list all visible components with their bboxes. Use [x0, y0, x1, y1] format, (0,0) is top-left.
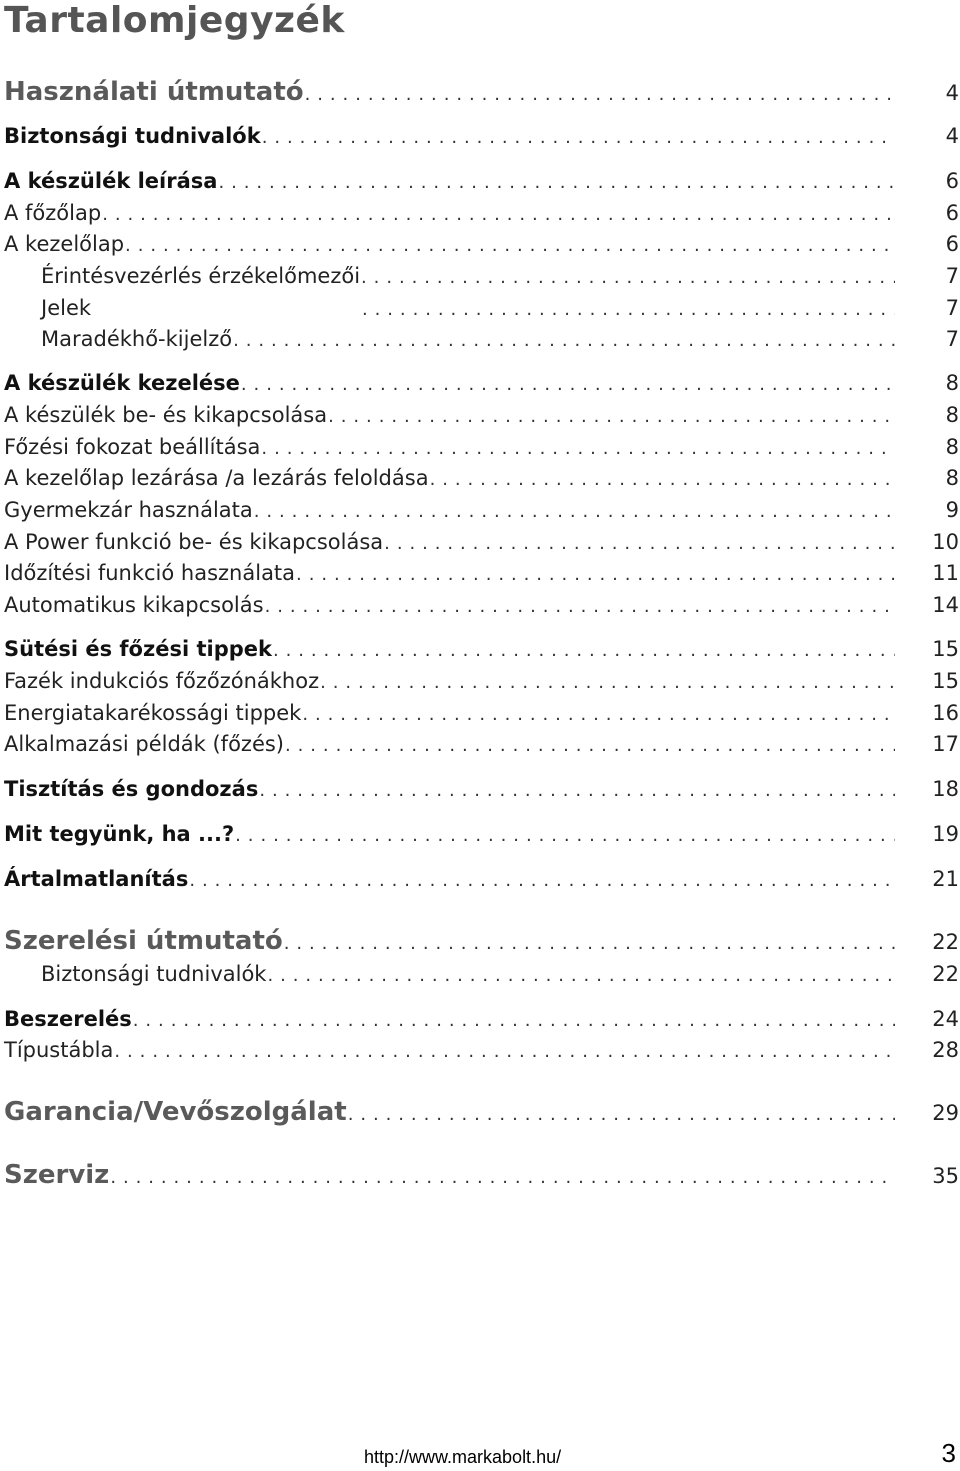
toc-dot-leader — [302, 704, 895, 725]
toc-entry[interactable] — [4, 822, 959, 846]
toc-entry-page: 21 — [932, 867, 959, 891]
toc-entry-label: Szerelési útmutató — [4, 926, 283, 956]
toc-entry[interactable] — [4, 962, 959, 986]
toc-entry-page: 24 — [932, 1007, 959, 1031]
toc-dot-leader — [265, 596, 895, 617]
toc-entry-label: Főzési fokozat beállítása — [4, 435, 261, 459]
toc-entry-page: 16 — [932, 701, 959, 725]
toc-entry-label: Tisztítás és gondozás — [4, 777, 259, 801]
toc-dot-leader — [102, 204, 895, 225]
toc-dot-leader — [273, 640, 895, 661]
toc-entry[interactable] — [4, 732, 959, 756]
toc-entry-label: Mit tegyünk, ha ...? — [4, 822, 235, 846]
toc-entry-page: 6 — [945, 201, 959, 225]
toc-entry-page: 8 — [945, 403, 959, 427]
toc-entry[interactable] — [4, 1007, 959, 1031]
toc-entry-page: 8 — [945, 466, 959, 490]
toc-entry-label: A kezelőlap lezárása /a lezárás feloldása — [4, 466, 429, 490]
toc-entry-page: 14 — [932, 593, 959, 617]
toc-entry-page: 15 — [932, 637, 959, 661]
toc-entry-page: 35 — [932, 1164, 959, 1188]
toc-entry-label: A Power funkció be- és kikapcsolása — [4, 530, 384, 554]
toc-entry[interactable] — [4, 637, 959, 661]
toc-entry-page: 29 — [932, 1101, 959, 1125]
toc-dot-leader — [114, 1041, 895, 1062]
toc-entry-label: A készülék leírása — [4, 169, 218, 193]
toc-entry-page: 17 — [932, 732, 959, 756]
toc-entry-page: 8 — [945, 371, 959, 395]
toc-entry-label: A főzőlap — [4, 201, 102, 225]
toc-dot-leader — [284, 933, 895, 954]
toc-entry[interactable] — [4, 1160, 959, 1190]
toc-dot-leader — [133, 1010, 895, 1031]
toc-entry-page: 7 — [945, 296, 959, 320]
toc-entry-label: Időzítési funkció használata — [4, 561, 296, 585]
toc-dot-leader — [384, 533, 895, 554]
toc-entry-label: Biztonsági tudnivalók — [4, 124, 261, 148]
toc-entry-page: 7 — [945, 327, 959, 351]
toc-entry-page: 19 — [932, 822, 959, 846]
toc-dot-leader — [430, 469, 895, 490]
toc-entry[interactable] — [4, 169, 959, 193]
toc-entry[interactable] — [4, 264, 959, 288]
toc-entry[interactable] — [4, 926, 959, 956]
toc-entry[interactable] — [4, 867, 959, 891]
toc-entry-label: Biztonsági tudnivalók — [41, 962, 267, 986]
toc-entry-page: 6 — [945, 232, 959, 256]
toc-entry-page: 22 — [932, 930, 959, 954]
toc-entry-label: Használati útmutató — [4, 77, 304, 107]
toc-dot-leader — [125, 235, 895, 256]
toc-entry-label: Szerviz — [4, 1160, 110, 1190]
toc-dot-leader — [110, 1167, 895, 1188]
toc-dot-leader — [348, 1104, 895, 1125]
toc-entry-label: A készülék kezelése — [4, 371, 240, 395]
toc-dot-leader — [235, 825, 895, 846]
toc-entry[interactable] — [4, 530, 959, 554]
toc-entry[interactable] — [4, 669, 959, 693]
toc-entry-label: Fazék indukciós főzőzónákhoz — [4, 669, 320, 693]
toc-entry[interactable] — [4, 1038, 959, 1062]
toc-entry-label: Típustábla — [4, 1038, 114, 1062]
toc-dot-leader — [320, 672, 895, 693]
page-number: 3 — [941, 1438, 956, 1468]
toc-dot-leader — [262, 127, 895, 148]
toc-entry[interactable] — [4, 77, 959, 107]
toc-entry-label: A készülék be- és kikapcsolása — [4, 403, 328, 427]
toc-dot-leader — [241, 374, 895, 395]
toc-entry[interactable] — [4, 777, 959, 801]
toc-entry-label: Garancia/Vevőszolgálat — [4, 1097, 347, 1127]
toc-entry-label: Automatikus kikapcsolás — [4, 593, 264, 617]
toc-dot-leader — [362, 299, 895, 320]
toc-dot-leader — [233, 330, 895, 351]
toc-entry-page: 8 — [945, 435, 959, 459]
toc-entry-label: Sütési és főzési tippek — [4, 637, 272, 661]
toc-entry-page: 9 — [945, 498, 959, 522]
toc-entry[interactable] — [4, 435, 959, 459]
toc-entry[interactable] — [4, 201, 959, 225]
toc-entry-label: Beszerelés — [4, 1007, 132, 1031]
footer-url[interactable]: http://www.markabolt.hu/ — [364, 1447, 562, 1467]
toc-dot-leader — [259, 780, 895, 801]
toc-dot-leader — [361, 267, 895, 288]
toc-entry-label: A kezelőlap — [4, 232, 125, 256]
toc-entry[interactable] — [4, 466, 959, 490]
toc-dot-leader — [267, 965, 895, 986]
toc-entry[interactable] — [4, 124, 959, 148]
toc-entry-page: 10 — [932, 530, 959, 554]
toc-entry[interactable] — [4, 561, 959, 585]
toc-entry-page: 22 — [932, 962, 959, 986]
toc-dot-leader — [296, 564, 895, 585]
toc-entry[interactable] — [4, 593, 959, 617]
toc-entry-label: Érintésvezérlés érzékelőmezői — [41, 264, 361, 288]
toc-dot-leader — [189, 870, 895, 891]
toc-entry-page: 4 — [945, 124, 959, 148]
toc-entry-page: 18 — [932, 777, 959, 801]
toc-entry-page: 6 — [945, 169, 959, 193]
toc-entry-label: Maradékhő-kijelző — [41, 327, 233, 351]
toc-dot-leader — [218, 172, 895, 193]
toc-entry[interactable] — [4, 498, 959, 522]
toc-entry[interactable] — [4, 701, 959, 725]
toc-entry[interactable] — [4, 327, 959, 351]
toc-entry-page: 7 — [945, 264, 959, 288]
toc-entry-label: Ártalmatlanítás — [4, 867, 189, 891]
toc-dot-leader — [254, 501, 895, 522]
page-title: Tartalomjegyzék — [4, 0, 345, 41]
toc-dot-leader — [261, 438, 895, 459]
toc-entry-label: Alkalmazási példák (főzés) — [4, 732, 284, 756]
toc-entry-label: Jelek — [41, 296, 92, 320]
toc-entry[interactable] — [4, 1097, 959, 1127]
toc-entry[interactable] — [4, 403, 959, 427]
toc-entry[interactable] — [4, 371, 959, 395]
toc-entry-label: Gyermekzár használata — [4, 498, 253, 522]
toc-entry[interactable] — [4, 232, 959, 256]
toc-entry-label: Energiatakarékossági tippek — [4, 701, 302, 725]
toc-dot-leader — [328, 406, 895, 427]
toc-entry-page: 15 — [932, 669, 959, 693]
toc-entry-page: 4 — [945, 81, 959, 105]
toc-entry-page: 11 — [932, 561, 959, 585]
toc-dot-leader — [285, 735, 895, 756]
toc-entry-page: 28 — [932, 1038, 959, 1062]
toc-entry[interactable] — [4, 296, 959, 320]
toc-dot-leader — [305, 84, 895, 105]
